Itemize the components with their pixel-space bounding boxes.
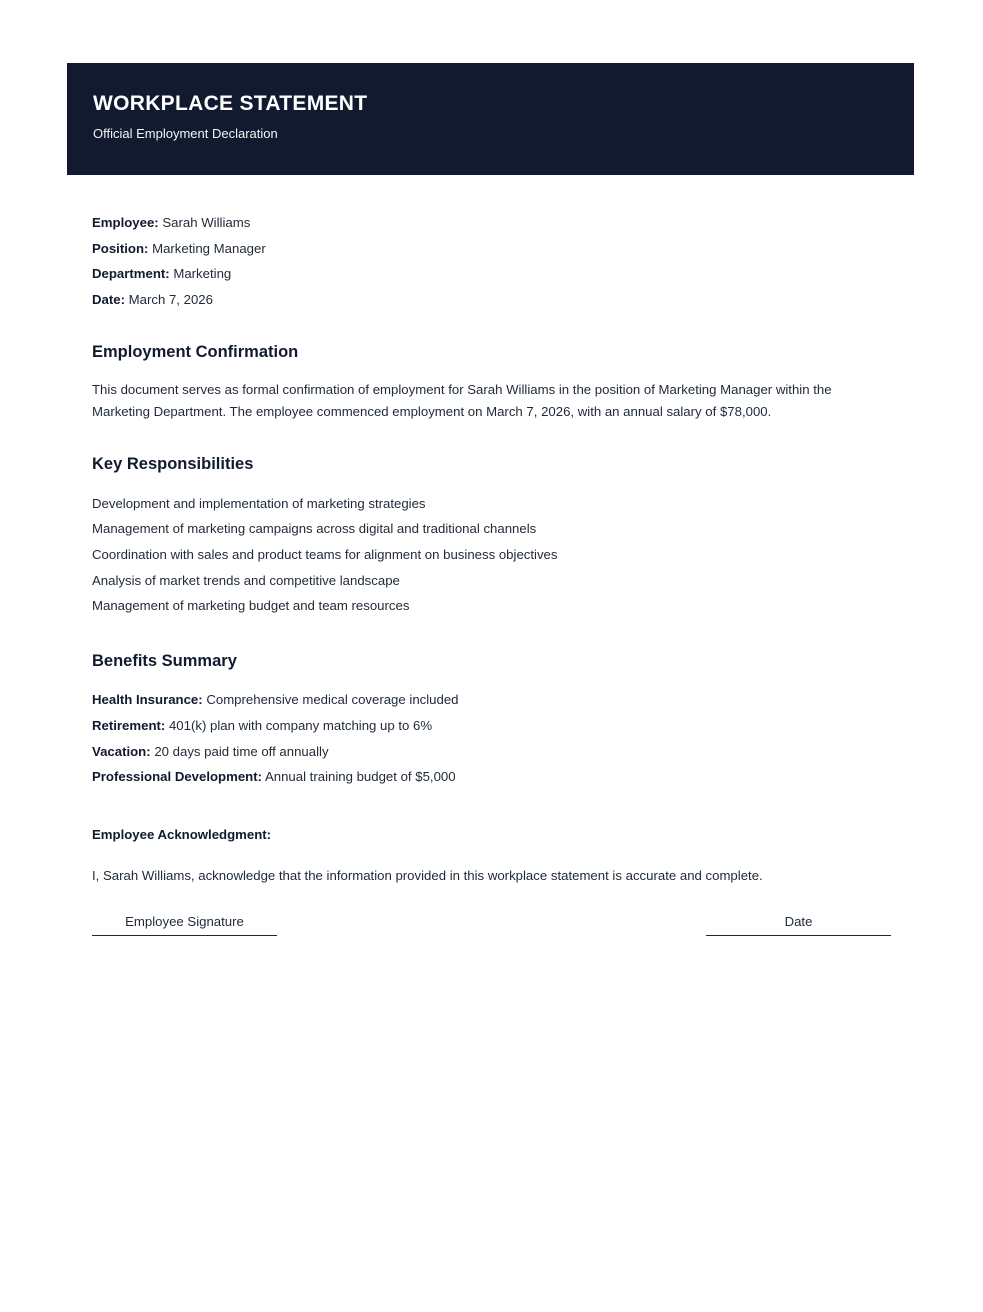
- section-spacer: [92, 627, 892, 651]
- section-benefits-summary: [92, 651, 892, 790]
- section-employment-confirmation: [92, 342, 892, 422]
- metadata-value-department: Marketing: [173, 266, 232, 282]
- section-heading-employment-confirmation: Employment Confirmation: [92, 343, 299, 362]
- metadata-row-position: [92, 236, 892, 262]
- benefit-value-health-insurance: Comprehensive medical coverage included: [206, 692, 459, 708]
- signature-date-label: Date: [784, 913, 813, 929]
- metadata-label-employee: Employee:: [92, 215, 159, 230]
- metadata-label-position: Position:: [92, 240, 149, 256]
- metadata-label-department: Department:: [92, 266, 170, 282]
- employment-confirmation-paragraph: This document serves as formal confirmation of employment for Sarah Williams in the position of Marketing Manager within the Marketing Department. The employee commenced employment on March 7, 2026, with an annual salary of $78,000.: [92, 382, 832, 419]
- acknowledgment-heading: Employee Acknowledgment:: [92, 826, 272, 842]
- metadata-row-department: [92, 261, 892, 287]
- document-header-banner: [67, 63, 914, 175]
- document-body: [92, 210, 892, 947]
- list-item: Management of marketing budget and team resources: [92, 598, 410, 614]
- employee-metadata-list: [92, 210, 892, 312]
- metadata-label-date: Date:: [92, 291, 125, 307]
- section-employee-acknowledgment: [92, 826, 892, 947]
- list-item: Coordination with sales and product teams for alignment on business objectives: [92, 547, 558, 562]
- section-key-responsibilities: [92, 454, 892, 619]
- benefit-row-professional-development: [92, 764, 892, 790]
- benefit-row-retirement: [92, 713, 892, 739]
- section-spacer: [92, 430, 892, 454]
- acknowledgment-text: I, Sarah Williams, acknowledge that the information provided in this workplace statement is accurate and complete.: [92, 867, 763, 883]
- benefit-value-retirement: 401(k) plan with company matching up to 6%: [168, 718, 433, 733]
- list-item: Management of marketing campaigns across digital and traditional channels: [92, 521, 537, 537]
- metadata-value-position: Marketing Manager: [152, 240, 266, 256]
- benefit-label-health-insurance: Health Insurance:: [92, 692, 203, 708]
- metadata-row-employee: [92, 210, 892, 236]
- section-heading-benefits-summary: Benefits Summary: [92, 651, 237, 670]
- benefit-label-retirement: Retirement:: [92, 718, 166, 733]
- page-title: WORKPLACE STATEMENT: [93, 92, 368, 115]
- benefit-value-professional-development: Annual training budget of $5,000: [264, 769, 456, 785]
- page-subtitle: Official Employment Declaration: [93, 126, 278, 142]
- benefit-value-vacation: 20 days paid time off annually: [154, 743, 329, 759]
- responsibilities-list: [92, 491, 892, 619]
- metadata-value-employee: Sarah Williams: [162, 215, 251, 230]
- metadata-row-date: [92, 287, 892, 313]
- benefit-label-vacation: Vacation:: [92, 743, 151, 759]
- section-heading-key-responsibilities: Key Responsibilities: [92, 455, 254, 474]
- list-item: Analysis of market trends and competitive landscape: [92, 572, 400, 588]
- employee-signature-field[interactable]: [92, 913, 277, 936]
- signature-row: [92, 913, 892, 947]
- signature-date-field[interactable]: [706, 913, 891, 936]
- employee-signature-label: Employee Signature: [125, 913, 244, 929]
- benefit-row-health-insurance: [92, 687, 892, 713]
- list-item: Development and implementation of marketing strategies: [92, 495, 426, 511]
- benefit-label-professional-development: Professional Development:: [92, 769, 263, 785]
- metadata-value-date: March 7, 2026: [128, 291, 213, 307]
- benefit-row-vacation: [92, 739, 892, 765]
